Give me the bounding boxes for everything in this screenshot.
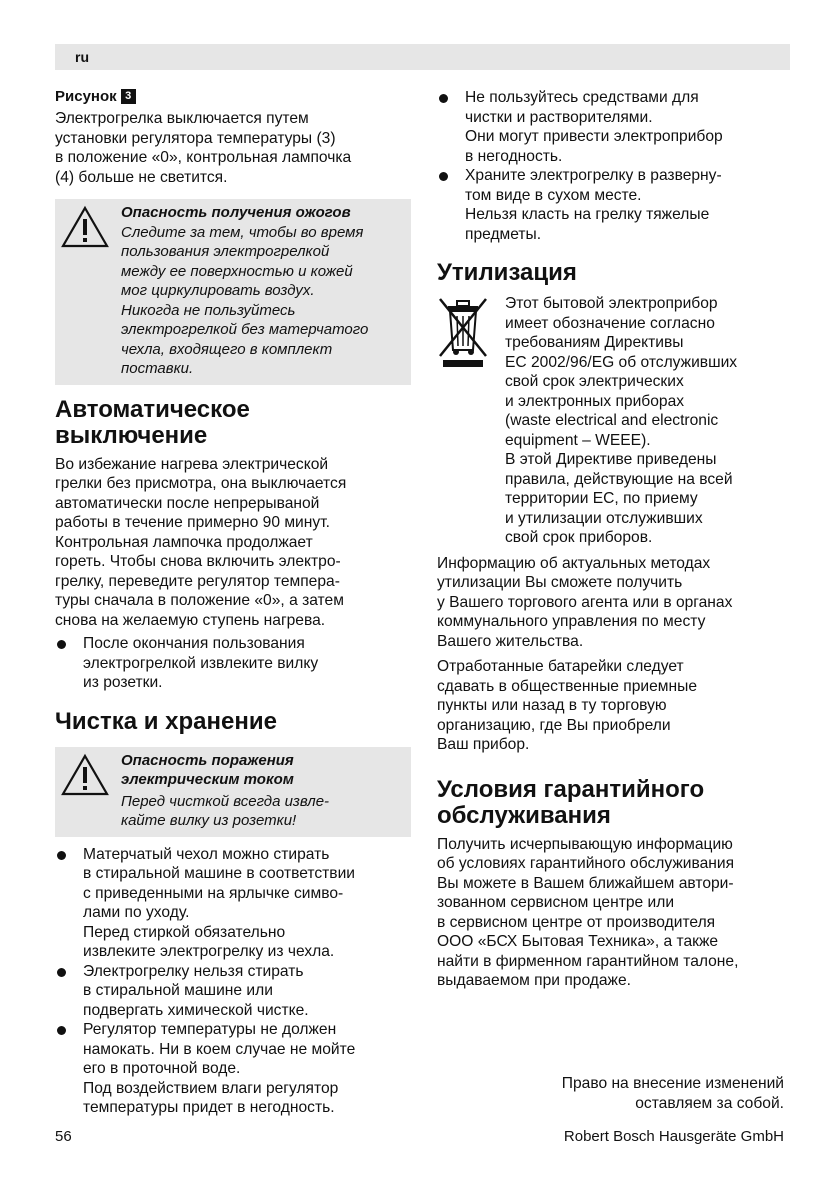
bullet-icon [57,640,66,649]
bullet-icon [439,94,448,103]
bullet-icon [439,172,448,181]
disposal-info-paragraph: Информацию об актуальных методах утилизации Вы сможете получить у Вашего торгового агента или в органах коммунального управления по месту Вашего жительства. [437,554,733,650]
cleaning-bullets [55,845,411,1118]
list-item: Регулятор температуры не должен намокать. Ни в коем случае не мойте его в проточной воде. Под воздействием влаги регулятор температуры придет в негодность. [55,1020,411,1118]
bullet-icon [57,851,66,860]
brand-footer: Robert Bosch Hausgeräte GmbH [563,1128,784,1145]
bullet-icon [57,1026,66,1035]
shock-warning-title: Опасность поражения электрическим током [121,751,294,788]
burn-warning-title: Опасность получения ожогов [121,204,351,221]
figure-label: Рисунок 3 [55,88,411,105]
intro-paragraph: Электрогрелка выключается путем установки регулятора температуры (3) в положение «0», контрольная лампочка (4) больше не светится. [55,110,352,186]
right-column [437,88,792,991]
rights-note: Право на внесение изменений оставляем за собой. [561,1075,784,1112]
list-item: Электрогрелку нельзя стирать в стиральной машине или подвергать химической чистке. [55,962,411,1021]
page-number: 56 [55,1128,72,1145]
left-column [55,88,411,1118]
cleaning-heading: Чистка и хранение [55,707,277,735]
warranty-paragraph: Получить исчерпывающую информацию об условиях гарантийного обслуживания Вы можете в Вашем ближайшем автори- зованном сервисном центре или в сервисном центре от производителя ООО «БСХ Бытовая Техника», а также найти в фирменном гарантийном талоне, выдаваемом при продаже. [437,835,739,989]
shock-warning-box [55,747,411,837]
disposal-heading: Утилизация [437,259,577,286]
language-code: ru [75,49,89,65]
list-item: Храните электрогрелку в разверну- том виде в сухом месте. Нельзя класть на грелку тяжелые предметы. [437,166,792,244]
list-item: Матерчатый чехол можно стирать в стиральной машине в соответствии с приведенными на ярлычке симво- лами по уходу. Перед стиркой обязательно извлеките электрогрелку из чехла. [55,845,411,962]
bullet-icon [57,968,66,977]
auto-shutoff-heading: Автоматическое выключение [55,395,250,449]
figure-number: 3 [121,89,136,104]
list-item: Не пользуйтесь средствами для чистки и растворителями. Они могут привести электроприбор в негодность. [437,88,792,166]
weee-text: Этот бытовой электроприбор имеет обозначение согласно требованиям Директивы EC 2002/96/EG об отслуживших свой срок электрических и электронных приборах (waste electrical and electronic equipment – WEEE). В этой Директиве приведены правила, действующие на всей территории ЕС, по приему и утилизации отслуживших свой срок приборов. [505,295,738,546]
batteries-paragraph: Отработанные батарейки следует сдавать в общественные приемные пункты или назад в ту торговую организацию, где Вы приобрели Ваш прибор. [437,658,698,753]
warning-triangle-icon [60,753,110,797]
warning-triangle-icon [60,205,110,249]
warranty-heading: Условия гарантийного обслуживания [437,775,705,829]
auto-shutoff-bullets [55,634,411,693]
burn-warning-box [55,199,411,385]
burn-warning-text: Следите за тем, чтобы во время пользования электрогрелкой между ее поверхностью и кожей мог циркулировать воздух. Никогда не пользуйтесь электрогрелкой без матерчатого чехла, входящего в комплект поставки. [121,223,369,377]
auto-shutoff-paragraph: Во избежание нагрева электрической грелки без присмотра, она выключается автоматически после непрерываной работы в течение примерно 90 минут. Контрольная лампочка продолжает гореть. Чтобы снова включить электро- грелку, переведите регулятор темпера- туры сначала в положение «0», а затем снова на желаемую ступень нагрева. [55,455,347,629]
crossed-bin-icon [437,296,489,368]
storage-bullets [437,88,792,244]
weee-block [437,294,792,548]
list-item: После окончания пользования электрогрелкой извлеките вилку из розетки. [55,634,411,693]
language-header-bar [55,44,790,70]
shock-warning-text: Перед чисткой всегда извле- кайте вилку из розетки! [121,792,330,829]
